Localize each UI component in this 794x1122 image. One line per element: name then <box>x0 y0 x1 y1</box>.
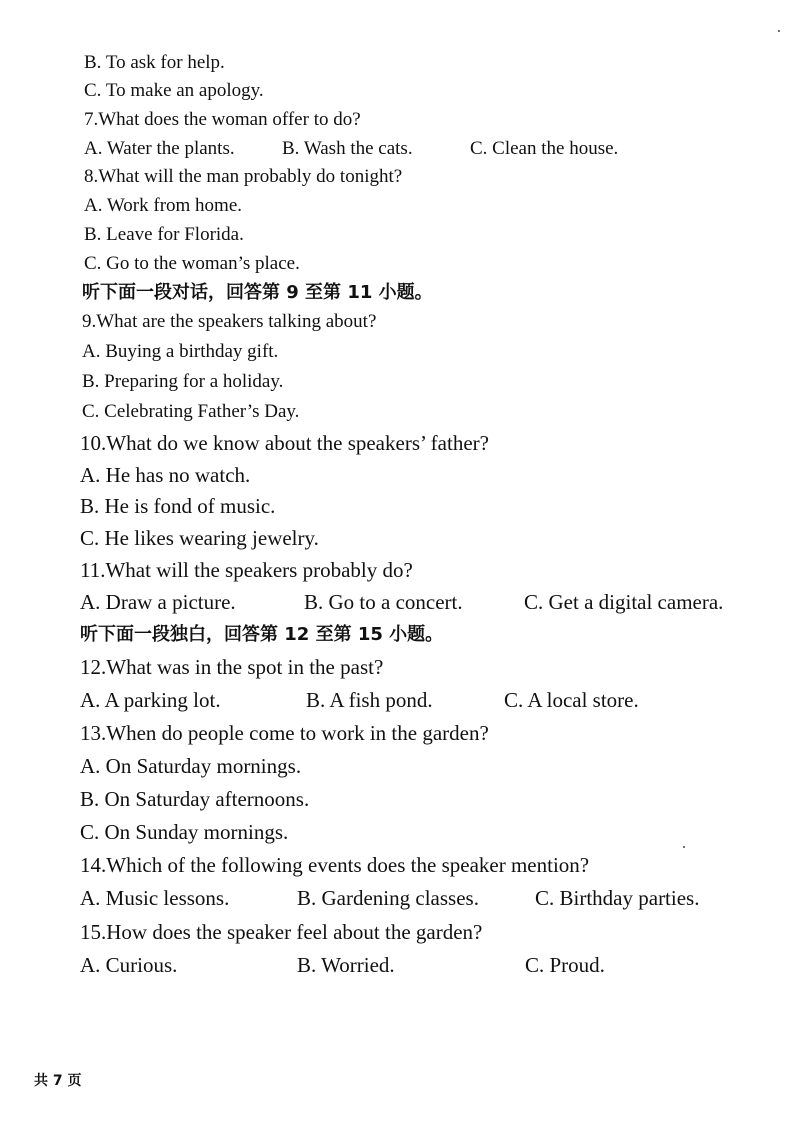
q9-option-c: C. Celebrating Father’s Day. <box>82 401 300 422</box>
q6-option-b: B. To ask for help. <box>84 52 225 73</box>
question-13: 13.When do people come to work in the garden? <box>80 721 489 745</box>
q8-option-a: A. Work from home. <box>84 195 243 216</box>
q7-option-c: C. Clean the house. <box>470 138 619 159</box>
q14-option-c: C. Birthday parties. <box>535 886 700 910</box>
question-8: 8.What will the man probably do tonight? <box>84 166 403 187</box>
q15-option-a: A. Curious. <box>80 953 178 977</box>
q11-option-c: C. Get a digital camera. <box>524 590 724 614</box>
q12-option-b: B. A fish pond. <box>306 688 433 712</box>
question-9: 9.What are the speakers talking about? <box>82 311 377 332</box>
q15-options <box>80 953 700 977</box>
q11-option-a: A. Draw a picture. <box>80 590 236 614</box>
question-7: 7.What does the woman offer to do? <box>84 109 361 130</box>
question-11: 11.What will the speakers probably do? <box>80 558 413 582</box>
question-14: 14.Which of the following events does the speaker mention? <box>80 853 590 877</box>
question-15: 15.How does the speaker feel about the garden? <box>80 920 483 944</box>
q8-option-b: B. Leave for Florida. <box>84 224 244 245</box>
page-count-footer: 共 7 页 <box>34 1073 82 1089</box>
scan-speck <box>683 846 685 848</box>
q9-option-b: B. Preparing for a holiday. <box>82 371 284 392</box>
q7-options <box>84 138 704 160</box>
q13-option-b: B. On Saturday afternoons. <box>80 787 310 811</box>
q10-option-c: C. He likes wearing jewelry. <box>80 526 319 550</box>
q14-option-b: B. Gardening classes. <box>297 886 479 910</box>
q8-option-c: C. Go to the woman’s place. <box>84 253 300 274</box>
q12-option-c: C. A local store. <box>504 688 639 712</box>
q6-option-c: C. To make an apology. <box>84 80 264 101</box>
q7-option-b: B. Wash the cats. <box>282 138 413 159</box>
q12-option-a: A. A parking lot. <box>80 688 221 712</box>
section-heading-9-11: 听下面一段对话，回答第 9 至第 11 小题。 <box>82 282 433 303</box>
q11-option-b: B. Go to a concert. <box>304 590 463 614</box>
q7-option-a: A. Water the plants. <box>84 138 235 159</box>
section-heading-12-15: 听下面一段独白，回答第 12 至第 15 小题。 <box>80 624 444 645</box>
q12-options <box>80 688 700 712</box>
q14-option-a: A. Music lessons. <box>80 886 230 910</box>
q10-option-b: B. He is fond of music. <box>80 494 276 518</box>
q13-option-c: C. On Sunday mornings. <box>80 820 289 844</box>
q9-option-a: A. Buying a birthday gift. <box>82 341 279 362</box>
q13-option-a: A. On Saturday mornings. <box>80 754 302 778</box>
question-12: 12.What was in the spot in the past? <box>80 655 384 679</box>
q11-options <box>80 590 750 614</box>
q14-options <box>80 886 730 910</box>
q15-option-b: B. Worried. <box>297 953 395 977</box>
q15-option-c: C. Proud. <box>525 953 605 977</box>
q10-option-a: A. He has no watch. <box>80 463 251 487</box>
scan-speck <box>778 30 780 32</box>
question-10: 10.What do we know about the speakers’ father? <box>80 431 489 455</box>
